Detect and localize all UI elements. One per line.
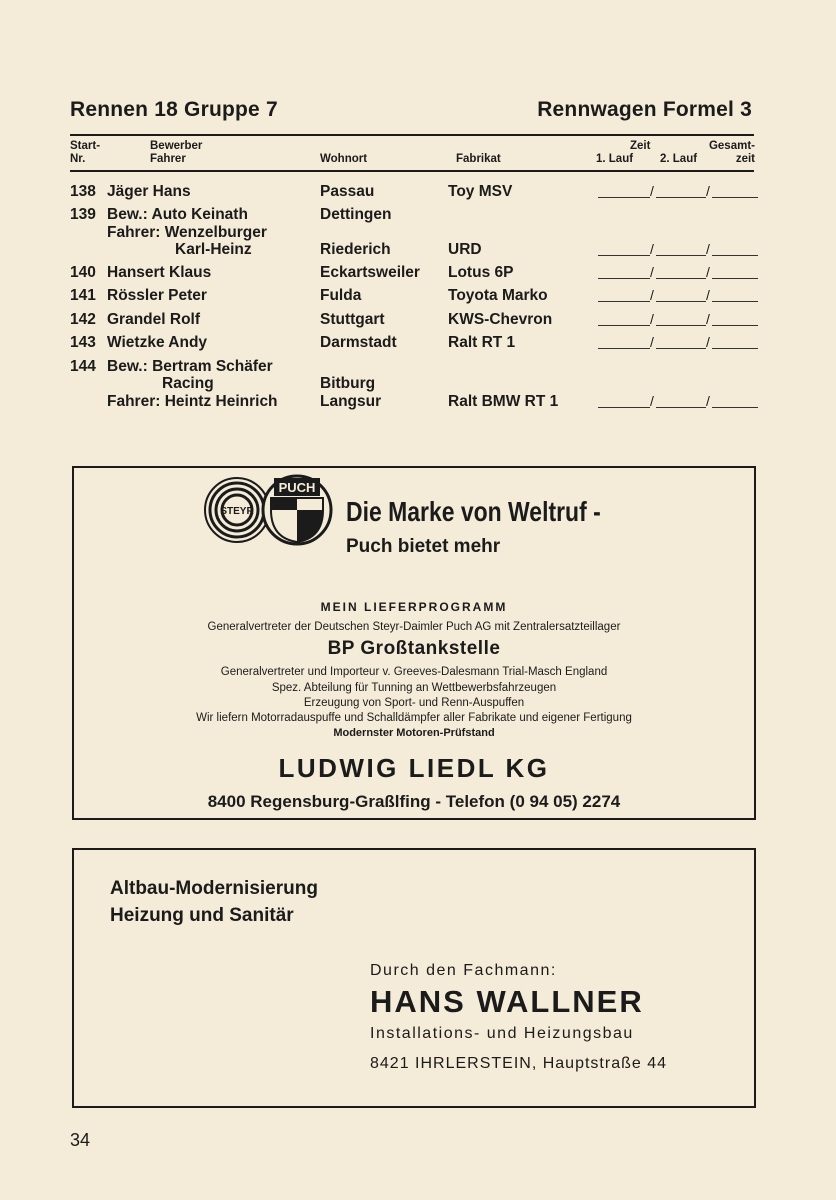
time-blank-total <box>712 255 758 256</box>
col-lauf1: 1. Lauf <box>596 153 634 165</box>
ad-slogan: Die Marke von Weltruf - <box>346 496 601 527</box>
time-slash: / <box>650 311 654 327</box>
time-slash: / <box>706 264 710 280</box>
bp-station-heading: BP Großtankstelle <box>327 638 501 659</box>
entry-make: Toyota Marko <box>448 287 548 304</box>
ad-heading-2: Heizung und Sanitär <box>110 905 294 926</box>
time-blank-1 <box>598 348 650 349</box>
entry-row <box>0 311 836 331</box>
entry-nr: 142 <box>70 311 96 328</box>
time-blank-total <box>712 407 758 408</box>
delivery-program-heading: MEIN LIEFERPROGRAMM <box>320 600 508 614</box>
company-address: 8400 Regensburg-Graßlfing - Telefon (0 94 05) 2274 <box>207 792 621 811</box>
col-gesamt: Gesamt- zeit <box>708 140 755 165</box>
entry-name: Grandel Rolf <box>107 311 201 328</box>
entry-name: Fahrer: Wenzelburger <box>107 224 267 241</box>
col-zeit: Zeit <box>630 140 651 152</box>
time-blank-2 <box>656 301 706 302</box>
time-slash: / <box>650 393 654 409</box>
entry-make: URD <box>448 241 482 258</box>
time-blank-2 <box>656 197 706 198</box>
time-blank-2 <box>656 278 706 279</box>
ad-line-2: Spez. Abteilung für Tunning an Wettbewerbsfahrzeugen <box>271 682 557 694</box>
time-blank-total <box>712 325 758 326</box>
time-slash: / <box>650 241 654 257</box>
time-blank-1 <box>598 301 650 302</box>
page-number: 34 <box>70 1130 91 1150</box>
entry-name: Karl-Heinz <box>175 241 252 258</box>
ad-line-3: Erzeugung von Sport- und Renn-Auspuffen <box>303 697 525 709</box>
time-blank-total <box>712 301 758 302</box>
time-blank-2 <box>656 325 706 326</box>
column-rule <box>70 170 754 172</box>
entry-row <box>0 334 836 354</box>
entry-nr: 140 <box>70 264 96 281</box>
entry-make: Ralt RT 1 <box>448 334 516 351</box>
entry-city: Eckartsweiler <box>320 264 420 281</box>
race-title: Rennen 18 Gruppe 7 <box>70 98 278 121</box>
col-lauf2: 2. Lauf <box>660 153 698 165</box>
entry-city: Passau <box>320 183 375 200</box>
entry-city: Darmstadt <box>320 334 397 351</box>
col-bewerber-fahrer: Bewerber Fahrer <box>150 140 203 165</box>
time-slash: / <box>706 393 710 409</box>
time-blank-2 <box>656 407 706 408</box>
entry-city: Bitburg <box>320 375 376 392</box>
time-blank-1 <box>598 407 650 408</box>
steyr-logo-text: STEYR <box>220 506 254 517</box>
entry-name: Hansert Klaus <box>107 264 212 281</box>
entry-nr: 144 <box>70 358 96 375</box>
time-slash: / <box>706 183 710 199</box>
company-name: LUDWIG LIEDL KG <box>278 753 550 783</box>
ad-line-1: Generalvertreter und Importeur v. Greeves-Dalesmann Trial-Masch England <box>220 666 608 678</box>
time-slash: / <box>650 264 654 280</box>
time-blank-2 <box>656 255 706 256</box>
entry-row <box>0 206 836 226</box>
entry-make: Toy MSV <box>448 183 513 200</box>
puch-logo-text: PUCH <box>278 480 316 495</box>
entry-city: Dettingen <box>320 206 392 223</box>
time-blank-1 <box>598 325 650 326</box>
entry-row <box>0 375 836 395</box>
entry-name: Fahrer: Heintz Heinrich <box>107 393 278 410</box>
wallner-ad <box>72 848 756 1108</box>
entry-name: Bew.: Auto Keinath <box>107 206 248 223</box>
company-address: 8421 IHRLERSTEIN, Hauptstraße 44 <box>370 1055 668 1072</box>
col-start-nr: Start- Nr. <box>70 140 101 165</box>
time-blank-1 <box>598 197 650 198</box>
time-slash: / <box>706 241 710 257</box>
company-name: HANS WALLNER <box>370 984 644 1019</box>
time-slash: / <box>706 311 710 327</box>
entry-row <box>0 183 836 203</box>
ad-subtitle: Puch bietet mehr <box>346 536 501 557</box>
puch-liedl-ad <box>72 466 756 820</box>
time-slash: / <box>650 287 654 303</box>
entry-city: Stuttgart <box>320 311 385 328</box>
entry-make: Lotus 6P <box>448 264 514 281</box>
entry-name: Wietzke Andy <box>107 334 208 351</box>
time-blank-1 <box>598 278 650 279</box>
entry-make: KWS-Chevron <box>448 311 553 328</box>
entry-name: Racing <box>162 375 214 392</box>
entry-nr: 143 <box>70 334 96 351</box>
entry-row <box>0 393 836 413</box>
time-blank-total <box>712 197 758 198</box>
entry-row <box>0 287 836 307</box>
entry-make: Ralt BMW RT 1 <box>448 393 559 410</box>
company-description: Installations- und Heizungsbau <box>370 1025 634 1042</box>
time-blank-total <box>712 278 758 279</box>
entry-nr: 139 <box>70 206 96 223</box>
time-blank-total <box>712 348 758 349</box>
entry-name: Bew.: Bertram Schäfer <box>107 358 273 375</box>
header-rule <box>70 134 754 136</box>
time-slash: / <box>650 334 654 350</box>
steyr-puch-logo <box>204 474 334 546</box>
entry-row <box>0 241 836 261</box>
entry-city: Riederich <box>320 241 391 258</box>
time-blank-2 <box>656 348 706 349</box>
time-slash: / <box>650 183 654 199</box>
ad-byline: Durch den Fachmann: <box>370 962 557 979</box>
ad-heading-1: Altbau-Modernisierung <box>110 878 318 899</box>
col-wohnort: Wohnort <box>320 153 368 165</box>
ad-line-5: Modernster Motoren-Prüfstand <box>333 727 495 739</box>
col-fabrikat: Fabrikat <box>456 153 501 165</box>
entry-city: Fulda <box>320 287 362 304</box>
entry-row <box>0 264 836 284</box>
ad-line-4: Wir liefern Motorradauspuffe und Schalldämpfer aller Fabrikate und eigener Fertigung <box>196 712 632 724</box>
entry-city: Langsur <box>320 393 382 410</box>
entry-nr: 138 <box>70 183 96 200</box>
time-slash: / <box>706 287 710 303</box>
time-slash: / <box>706 334 710 350</box>
general-agent-line: Generalvertreter der Deutschen Steyr-Daimler Puch AG mit Zentralersatzteillager <box>207 621 621 633</box>
time-blank-1 <box>598 255 650 256</box>
class-title: Rennwagen Formel 3 <box>537 98 752 121</box>
entry-name: Jäger Hans <box>107 183 191 200</box>
entry-nr: 141 <box>70 287 96 304</box>
entry-name: Rössler Peter <box>107 287 207 304</box>
